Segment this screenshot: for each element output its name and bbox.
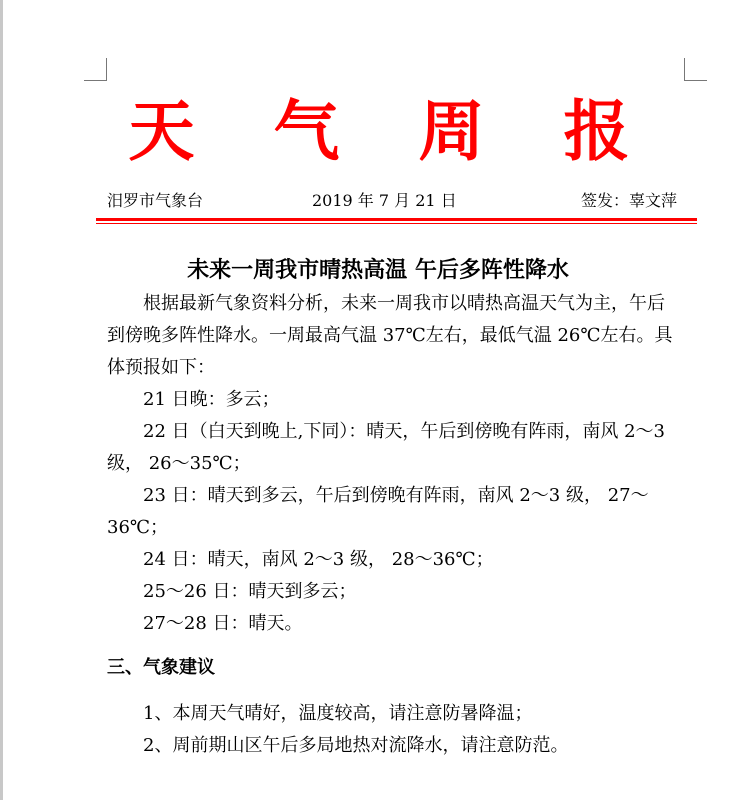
masthead-meta [107, 190, 677, 212]
headline: 未来一周我市晴热高温 午后多阵性降水 [187, 257, 569, 283]
forecast-item: 27～28 日：晴天。 [143, 613, 303, 634]
advice-item: 2、周前期山区午后多局地热对流降水，请注意防范。 [143, 735, 569, 756]
forecast-item: 25～26 日：晴天到多云； [143, 581, 357, 602]
intro-paragraph: 根据最新气象资料分析，未来一周我市以晴热高温天气为主，午后到傍晚多阵性降水。一周最高气温 37℃左右，最低气温 26℃左右。具体预报如下： [107, 293, 673, 378]
masthead-rule-thin [96, 223, 697, 224]
forecast-body [107, 288, 682, 640]
advice-list [107, 698, 682, 762]
masthead-rule-thick [96, 218, 697, 221]
forecast-item: 24 日：晴天，南风 2～3 级， 28～36℃； [143, 549, 494, 570]
signatory: 签发：辜文萍 [580, 191, 677, 210]
forecast-item: 23 日：晴天到多云，午后到傍晚有阵雨，南风 2～3 级， 27～36℃； [107, 485, 649, 538]
margin-corner-top-left [84, 58, 107, 81]
section-heading: 三、气象建议 [107, 657, 215, 678]
forecast-item: 21 日晚：多云； [143, 389, 280, 410]
margin-corner-top-right [684, 58, 707, 81]
forecast-item: 22 日（白天到晚上,下同）：晴天，午后到傍晚有阵雨，南风 2～3 级， 26～35℃； [107, 421, 665, 474]
issue-date: 2019 年 7 月 21 日 [312, 191, 457, 210]
issuing-organization: 汨罗市气象台 [107, 191, 204, 210]
advice-item: 1、本周天气晴好，温度较高，请注意防暑降温； [143, 703, 533, 724]
document-title: 天 气 周 报 [128, 93, 658, 170]
